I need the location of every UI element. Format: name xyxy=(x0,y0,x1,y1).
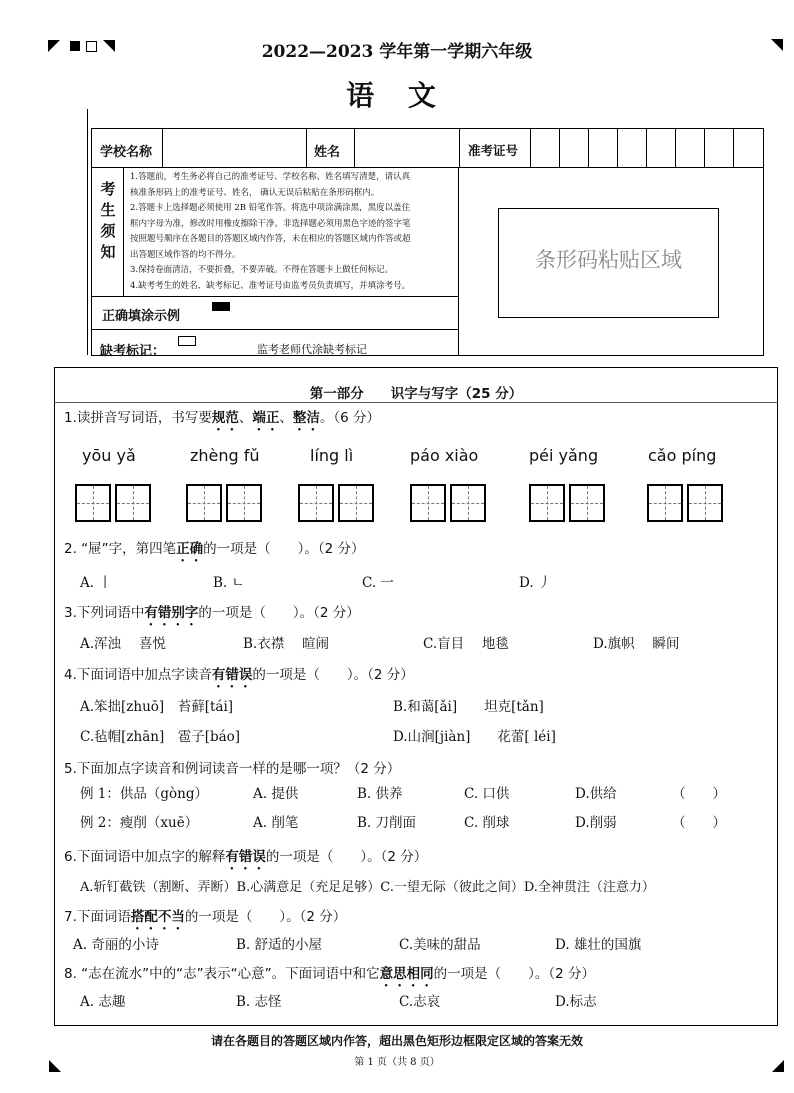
q2-option-b[interactable]: B. ㄴ xyxy=(213,575,245,591)
school-field[interactable] xyxy=(164,131,304,165)
exam-title: 2022—2023 学年第一学期六年级 xyxy=(261,42,533,62)
q5-2-answer[interactable]: （ ） xyxy=(672,815,726,831)
q4-option-a[interactable]: A.笨拙[zhuō] 苔藓[tái] xyxy=(80,699,234,715)
q4-stem: 4.下面词语中加点字读音有错误的一项是（ ）。（2 分） xyxy=(64,667,414,683)
q5-1-answer[interactable]: （ ） xyxy=(672,786,726,802)
writing-grid-2a[interactable] xyxy=(186,484,222,522)
footer-warning: 请在各题目的答题区域内作答，超出黑色矩形边框限定区域的答案无效 xyxy=(210,1034,583,1048)
q6-stem: 6.下面词语中加点字的解释有错误的一项是（ ）。（2 分） xyxy=(64,849,428,865)
writing-grid-6a[interactable] xyxy=(647,484,683,522)
q3-option-c[interactable]: C.盲目 地毯 xyxy=(423,636,509,652)
name-label: 姓名 xyxy=(314,145,341,160)
q5-stem: 5.下面加点字读音和例词读音一样的是哪一项？（2 分） xyxy=(64,761,401,777)
left-margin-line xyxy=(87,109,88,355)
q7-stem: 7.下面词语搭配不当的一项是（ ）。（2 分） xyxy=(64,909,347,925)
q4-option-d[interactable]: D.山涧[jiàn] 花蕾[ léi] xyxy=(393,729,556,745)
fill-example-label: 正确填涂示例 xyxy=(102,309,181,324)
q4-option-b[interactable]: B.和蔼[ǎi] 坦克[tǎn] xyxy=(393,699,544,715)
pinyin-3: líng lì xyxy=(310,446,354,465)
q8-stem: 8. “志在流水”中的“志”表示“心意”。下面词语中和它意思相同的一项是（ ）。（2 分） xyxy=(64,966,596,982)
q5-1-option-b[interactable]: B. 供养 xyxy=(357,786,403,802)
q5-example-2: 例 2：瘦削（xuē） xyxy=(80,815,199,831)
name-field[interactable] xyxy=(356,131,456,165)
pinyin-2: zhèng fǔ xyxy=(190,446,260,465)
section-divider xyxy=(54,402,778,403)
q7-option-d[interactable]: D. 雄壮的国旗 xyxy=(555,937,642,953)
info-table xyxy=(91,128,764,359)
exam-id-label: 准考证号 xyxy=(468,143,519,158)
writing-grid-3a[interactable] xyxy=(298,484,334,522)
q5-2-option-a[interactable]: A. 削笔 xyxy=(253,815,299,831)
q3-option-b[interactable]: B.衣襟 暄闹 xyxy=(243,636,330,652)
writing-grid-2b[interactable] xyxy=(226,484,262,522)
writing-grid-4a[interactable] xyxy=(410,484,446,522)
barcode-area xyxy=(498,208,719,318)
q5-1-option-d[interactable]: D.供给 xyxy=(575,786,617,802)
school-label: 学校名称 xyxy=(100,145,153,160)
q5-1-option-c[interactable]: C. 口供 xyxy=(464,786,510,802)
q7-option-b[interactable]: B. 舒适的小屋 xyxy=(236,937,323,953)
q2-option-d[interactable]: D. 丿 xyxy=(519,575,552,591)
q5-2-option-b[interactable]: B. 刀削面 xyxy=(357,815,417,831)
writing-grid-3b[interactable] xyxy=(338,484,374,522)
writing-grid-5a[interactable] xyxy=(529,484,565,522)
fill-example-mark xyxy=(212,302,230,311)
q8-option-b[interactable]: B. 志怪 xyxy=(236,994,282,1010)
writing-grid-4b[interactable] xyxy=(450,484,486,522)
q2-option-a[interactable]: A. 丨 xyxy=(80,575,112,591)
subject-title: 语 文 xyxy=(346,79,448,112)
writing-grid-1a[interactable] xyxy=(75,484,111,522)
q5-2-option-d[interactable]: D.削弱 xyxy=(575,815,617,831)
notice-text: 1.答题前，考生务必将自己的准考证号、学校名称、姓名填写清楚，请认真 核准条形码上的准考证号、姓名， 确认无误后粘贴在条形码框内。 2.答题卡上选择题必须使用 2B 铅笔作答。将选中项涂满涂黑，黑度以盖住 框内字母为准，修改时用橡皮擦除干净。非选择题必须用黑色字迹的签字笔 按照题号顺序在各题目的答题区域内作答，未在相应的答题区域内作答或超 出答题区域作答的均不得分。 3.保持卷面清洁，不要折叠，不要弄破。不得在答题卡上做任何标记。 4.缺考考生的姓名、缺考标记、准考证号由监考员负责填写，并填涂考号。 xyxy=(130,172,411,291)
page-number: 第 1 页（共 8 页） xyxy=(354,1057,440,1068)
q8-option-d[interactable]: D.标志 xyxy=(555,994,597,1010)
pinyin-4: páo xiào xyxy=(410,446,479,465)
writing-grid-5b[interactable] xyxy=(569,484,605,522)
q8-option-c[interactable]: C.志哀 xyxy=(399,994,441,1010)
q5-example-1: 例 1：供品（gòng） xyxy=(80,786,208,802)
q6-options[interactable]: A.斩钉截铁（割断、弄断）B.心满意足（充足足够）C.一望无际（彼此之间）D.全神贯注（注意力） xyxy=(80,880,655,895)
q3-stem: 3.下列词语中有错别字的一项是（ ）。（2 分） xyxy=(64,605,360,621)
barcode-label: 条形码粘贴区域 xyxy=(535,248,682,272)
absent-label: 缺考标记： xyxy=(100,344,166,359)
q5-1-option-a[interactable]: A. 提供 xyxy=(253,786,299,802)
pinyin-5: péi yǎng xyxy=(529,446,599,465)
q3-option-d[interactable]: D.旗帜 瞬间 xyxy=(593,636,680,652)
q3-option-a[interactable]: A.浑浊 喜悦 xyxy=(80,636,166,652)
proctor-label: 监考老师代涂缺考标记 xyxy=(257,343,367,356)
writing-grid-1b[interactable] xyxy=(115,484,151,522)
q7-option-a[interactable]: A. 奇丽的小诗 xyxy=(73,937,159,953)
writing-grid-6b[interactable] xyxy=(687,484,723,522)
q2-option-c[interactable]: C. 一 xyxy=(362,575,394,591)
q2-stem: 2. “屉”字，第四笔正确的一项是（ ）。（2 分） xyxy=(64,541,365,557)
q1-stem: 1.读拼音写词语，书写要规范、端正、整洁。（6 分） xyxy=(64,410,381,426)
pinyin-6: cǎo píng xyxy=(648,446,717,465)
absent-checkbox[interactable] xyxy=(178,336,196,346)
section-title: 第一部分 识字与写字（25 分） xyxy=(309,386,523,402)
q4-option-c[interactable]: C.毡帽[zhān] 雹子[báo] xyxy=(80,729,241,745)
pinyin-1: yōu yǎ xyxy=(82,446,136,465)
q5-2-option-c[interactable]: C. 削球 xyxy=(464,815,510,831)
notice-label: 考生须知 xyxy=(100,180,116,261)
q7-option-c[interactable]: C.美味的甜品 xyxy=(399,937,481,953)
q8-option-a[interactable]: A. 志趣 xyxy=(80,994,126,1010)
